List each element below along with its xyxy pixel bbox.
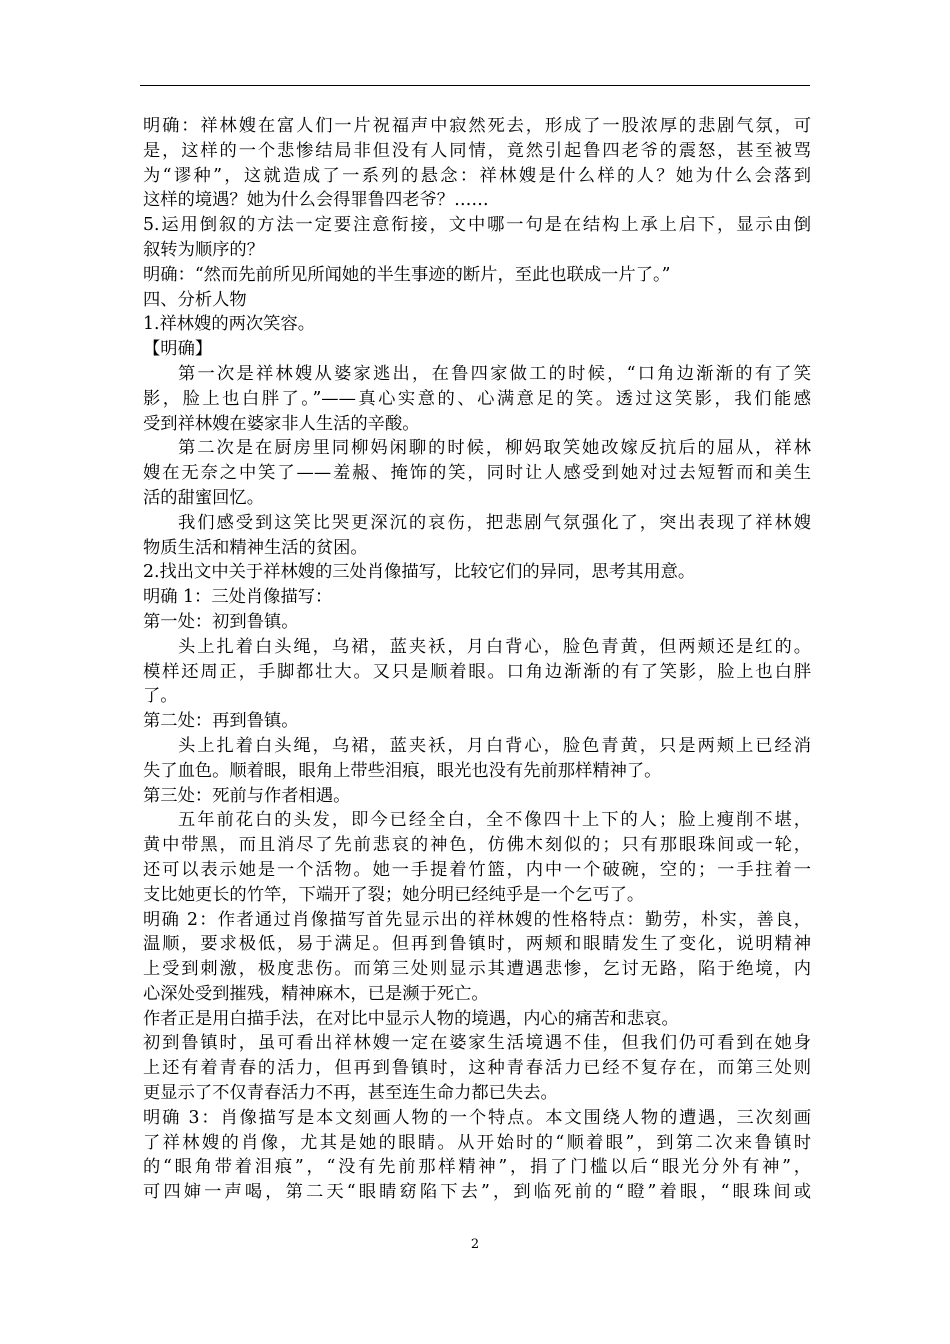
text-line: 还可以表示她是一个活物。她一手提着竹篮，内中一个破碗，空的；一手拄着一 — [143, 859, 811, 880]
text-line: 物质生活和精神生活的贫困。 — [143, 537, 368, 558]
text-line: 黄中带黑，而且消尽了先前悲哀的神色，仿佛木刻似的；只有那眼珠间或一轮， — [143, 835, 811, 856]
text-line: 头上扎着白头绳，乌裙，蓝夹袄，月白背心，脸色青黄，只是两颊上已经消 — [178, 735, 811, 756]
text-line: 了祥林嫂的肖像，尤其是她的眼睛。从开始时的“顺着眼”，到第二次来鲁镇时 — [143, 1132, 811, 1153]
text-line: 头上扎着白头绳，乌裙，蓝夹袄，月白背心，脸色青黄，但两颊还是红的。 — [178, 636, 811, 657]
text-line: 心深处受到摧残，精神麻木，已是濒于死亡。 — [143, 983, 489, 1004]
document-body — [143, 114, 811, 1205]
text-line: 模样还周正，手脚都壮大。又只是顺着眼。口角边渐渐的有了笑影，脸上也白胖 — [143, 661, 811, 682]
text-line: 叙转为顺序的？ — [143, 239, 264, 260]
text-line: 第一处：初到鲁镇。 — [143, 611, 299, 632]
text-line: 初到鲁镇时，虽可看出祥林嫂一定在婆家生活境遇不佳，但我们仍可看到在她身 — [143, 1033, 811, 1054]
text-line: 失了血色。顺着眼，眼角上带些泪痕，眼光也没有先前那样精神了。 — [143, 760, 662, 781]
text-line: 是，这样的一个悲惨结局非但没有人同情，竟然引起鲁四老爷的震怒，甚至被骂 — [143, 140, 811, 161]
text-line: 为“谬种”，这就造成了一系列的悬念：祥林嫂是什么样的人？她为什么会落到 — [143, 165, 811, 186]
text-line: 明确 3：肖像描写是本文刻画人物的一个特点。本文围绕人物的遭遇，三次刻画 — [143, 1107, 811, 1128]
text-line: 四、分析人物 — [143, 289, 247, 310]
text-line: 上受到刺激，极度悲伤。而第三处则显示其遭遇悲惨，乞讨无路，陷于绝境，内 — [143, 959, 811, 980]
text-line: 影，脸上也白胖了。”——真心实意的、心满意足的笑。透过这笑影，我们能感 — [143, 388, 811, 409]
text-line: 2.找出文中关于祥林嫂的三处肖像描写，比较它们的异同，思考其用意。 — [143, 562, 696, 583]
text-line: 温顺，要求极低，易于满足。但再到鲁镇时，两颊和眼睛发生了变化，说明精神 — [143, 934, 811, 955]
text-line: 第三处：死前与作者相遇。 — [143, 785, 351, 806]
text-line: 【明确】 — [143, 339, 213, 360]
text-line: 明确 2：作者通过肖像描写首先显示出的祥林嫂的性格特点：勤劳，朴实，善良， — [143, 909, 811, 930]
text-line: 第一次是祥林嫂从婆家逃出，在鲁四家做工的时候，“口角边渐渐的有了笑 — [178, 363, 811, 384]
text-line: 明确：“然而先前所见所闻她的半生事迹的断片，至此也联成一片了。” — [143, 264, 671, 285]
text-line: 更显示了不仅青春活力不再，甚至连生命力都已失去。 — [143, 1083, 558, 1104]
text-line: 明确：祥林嫂在富人们一片祝福声中寂然死去，形成了一股浓厚的悲剧气氛，可 — [143, 116, 811, 136]
text-line: 受到祥林嫂在婆家非人生活的辛酸。 — [143, 413, 420, 434]
text-line: 我们感受到这笑比哭更深沉的哀伤，把悲剧气氛强化了，突出表现了祥林嫂 — [178, 512, 811, 533]
text-line: 上还有着青春的活力，但再到鲁镇时，这种青春活力已经不复存在，而第三处则 — [143, 1058, 811, 1079]
header-rule — [140, 85, 810, 86]
text-line: 活的甜蜜回忆。 — [143, 487, 264, 508]
text-line: 可四婶一声喝，第二天“眼睛窈陷下去”，到临死前的“瞪”着眼，“眼珠间或 — [143, 1182, 811, 1203]
page-number: 2 — [470, 1237, 480, 1252]
text-line: 第二次是在厨房里同柳妈闲聊的时候，柳妈取笑她改嫁反抗后的屈从，祥林 — [178, 438, 811, 459]
text-line: 作者正是用白描手法，在对比中显示人物的境遇，内心的痛苦和悲哀。 — [143, 1008, 679, 1029]
text-line: 的“眼角带着泪痕”，“没有先前那样精神”，捐了门槛以后“眼光分外有神”， — [143, 1157, 811, 1178]
text-line: 1.祥林嫂的两次笑容。 — [143, 314, 316, 335]
text-line: 这样的境遇？她为什么会得罪鲁四老爷？…… — [143, 190, 489, 211]
text-line: 了。 — [143, 686, 178, 707]
text-line: 嫂在无奈之中笑了——羞赧、掩饰的笑，同时让人感受到她对过去短暂而和美生 — [143, 463, 811, 484]
text-line: 第二处：再到鲁镇。 — [143, 711, 299, 732]
text-line: 支比她更长的竹竿，下端开了裂；她分明已经纯乎是一个乞丐了。 — [143, 884, 645, 905]
text-line: 5.运用倒叙的方法一定要注意衔接，文中哪一句是在结构上承上启下，显示由倒 — [143, 215, 811, 236]
text-line: 明确 1：三处肖像描写： — [143, 587, 333, 608]
text-line: 五年前花白的头发，即今已经全白，全不像四十上下的人；脸上瘦削不堪， — [178, 810, 811, 831]
